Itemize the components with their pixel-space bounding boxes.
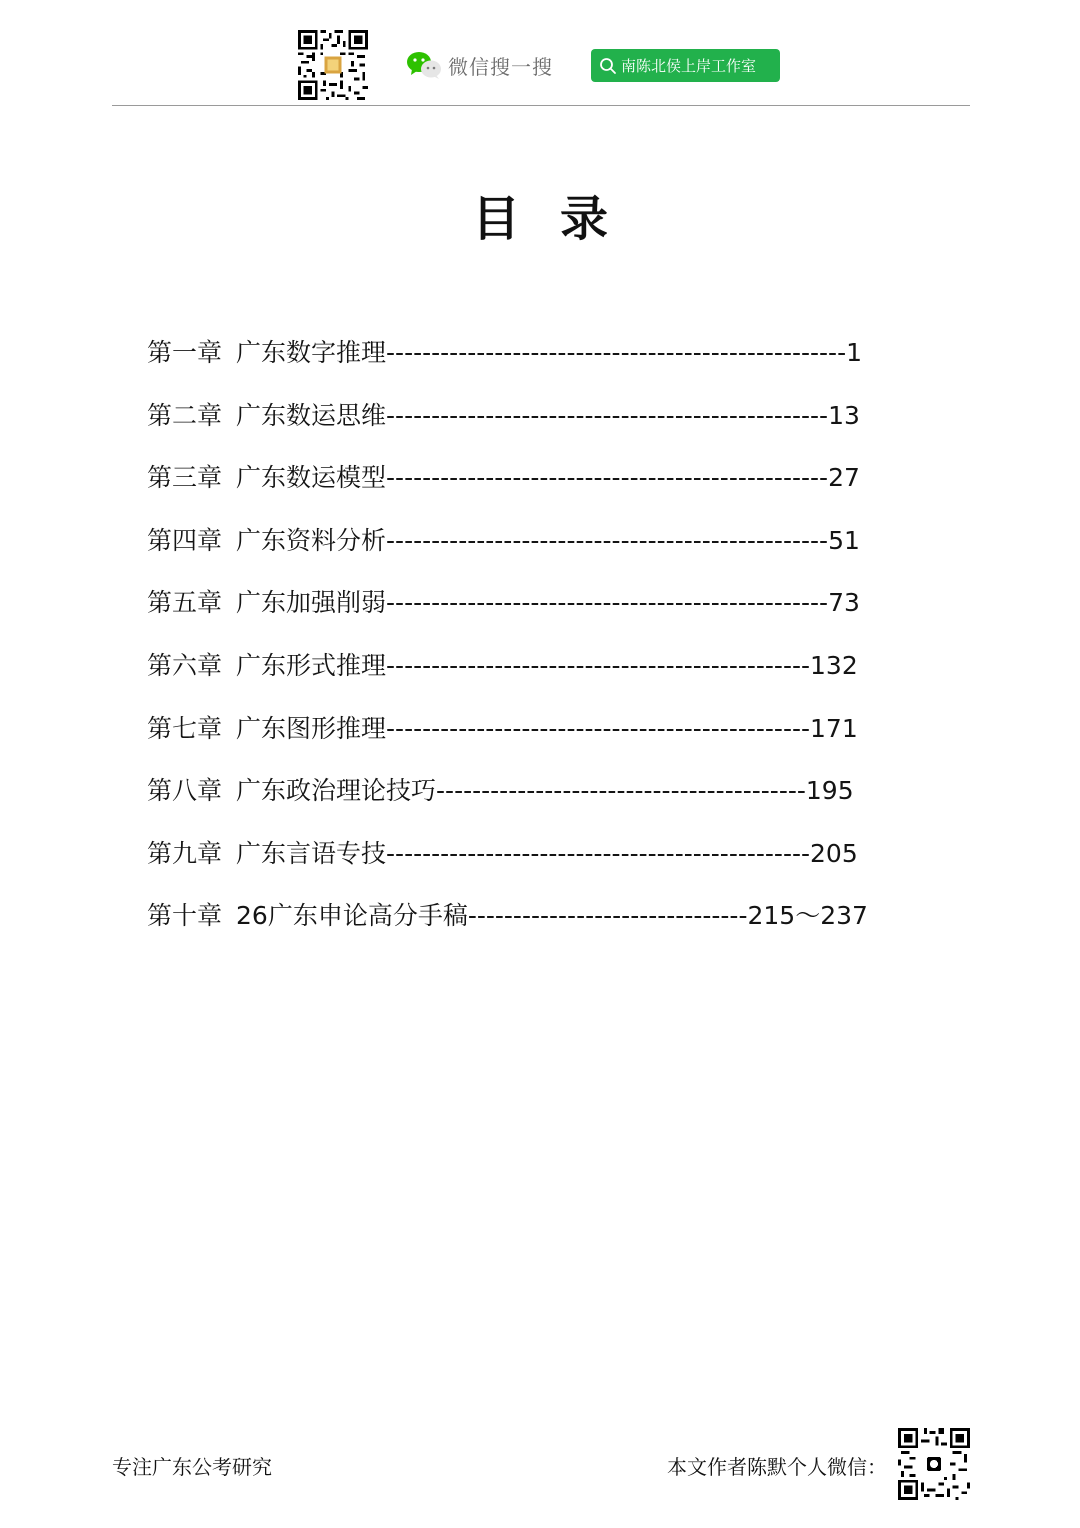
toc-chapter-number: 第三章 — [147, 463, 223, 493]
toc-chapter-title: 广东数字推理 — [236, 338, 387, 367]
toc-page-number: 27 — [828, 463, 860, 493]
toc-chapter-title: 广东言语专技 — [236, 838, 387, 868]
toc-chapter-title: 广东图形推理 — [236, 713, 387, 743]
toc-chapter-number: 第四章 — [147, 525, 223, 555]
page-title: 目录 — [471, 191, 648, 247]
toc-chapter-number: 第一章 — [147, 338, 223, 367]
toc-page-number: 51 — [828, 525, 860, 555]
toc-leader: ------------------------------- — [467, 901, 748, 931]
toc-leader: ----------------------------------------------- — [386, 650, 811, 680]
toc-row[interactable] — [147, 709, 947, 772]
toc-chapter-number: 第九章 — [147, 838, 223, 868]
toc-chapter-number: 第六章 — [147, 650, 223, 680]
toc-page-number: 132 — [810, 650, 858, 680]
search-icon — [599, 57, 617, 75]
toc-chapter-title: 广东加强削弱 — [236, 588, 387, 618]
toc-row[interactable] — [147, 646, 947, 709]
toc-row[interactable] — [147, 896, 947, 959]
toc-page-number: 215～237 — [747, 901, 868, 931]
wechat-search — [406, 48, 553, 82]
toc-chapter-number: 第五章 — [147, 588, 223, 618]
page-header — [112, 0, 970, 106]
wechat-icon — [406, 50, 442, 80]
toc-chapter-title: 广东形式推理 — [236, 650, 387, 680]
toc-leader: ------------------------------------------------- — [386, 588, 829, 618]
toc-leader: ----------------------------------------------- — [386, 838, 811, 868]
toc-chapter-title: 26广东申论高分手稿 — [236, 901, 468, 931]
toc-leader: ------------------------------------------------- — [386, 400, 829, 430]
toc-row[interactable] — [147, 583, 947, 646]
toc-page-number: 1 — [846, 338, 863, 367]
toc-leader: ----------------------------------------------- — [386, 713, 811, 743]
toc-leader: ----------------------------------------- — [436, 776, 806, 806]
toc-chapter-title: 广东资料分析 — [236, 525, 387, 555]
toc-leader: ------------------------------------------------- — [386, 463, 829, 493]
toc-chapter-number: 第二章 — [147, 400, 223, 430]
search-badge-text: 南陈北侯上岸工作室 — [621, 57, 757, 75]
toc-page-number: 195 — [805, 776, 854, 806]
toc-leader: ------------------------------------------------- — [386, 525, 829, 555]
toc-leader: --------------------------------------------------- — [386, 338, 847, 367]
toc-page-number: 171 — [810, 713, 858, 743]
table-of-contents — [147, 333, 947, 959]
toc-row[interactable] — [147, 333, 947, 396]
toc-row[interactable] — [147, 521, 947, 584]
toc-row[interactable] — [147, 834, 947, 897]
toc-chapter-number: 第八章 — [147, 776, 223, 806]
search-badge[interactable] — [591, 49, 780, 82]
footer-author-wechat: 本文作者陈默个人微信： — [667, 1455, 887, 1479]
toc-chapter-number: 第七章 — [147, 713, 223, 743]
toc-page-number: 205 — [810, 838, 858, 868]
wechat-search-label: 微信搜一搜 — [448, 54, 553, 79]
toc-chapter-title: 广东政治理论技巧 — [236, 776, 437, 806]
qr-code-icon — [898, 1428, 970, 1500]
toc-chapter-number: 第十章 — [147, 901, 223, 931]
toc-row[interactable] — [147, 771, 947, 834]
toc-chapter-title: 广东数运思维 — [236, 400, 387, 430]
toc-page-number: 13 — [828, 400, 860, 430]
toc-page-number: 73 — [828, 588, 860, 618]
toc-row[interactable] — [147, 458, 947, 521]
footer-tagline: 专注广东公考研究 — [112, 1455, 272, 1479]
toc-row[interactable] — [147, 396, 947, 459]
qr-code-icon — [298, 30, 368, 100]
toc-chapter-title: 广东数运模型 — [236, 463, 387, 493]
